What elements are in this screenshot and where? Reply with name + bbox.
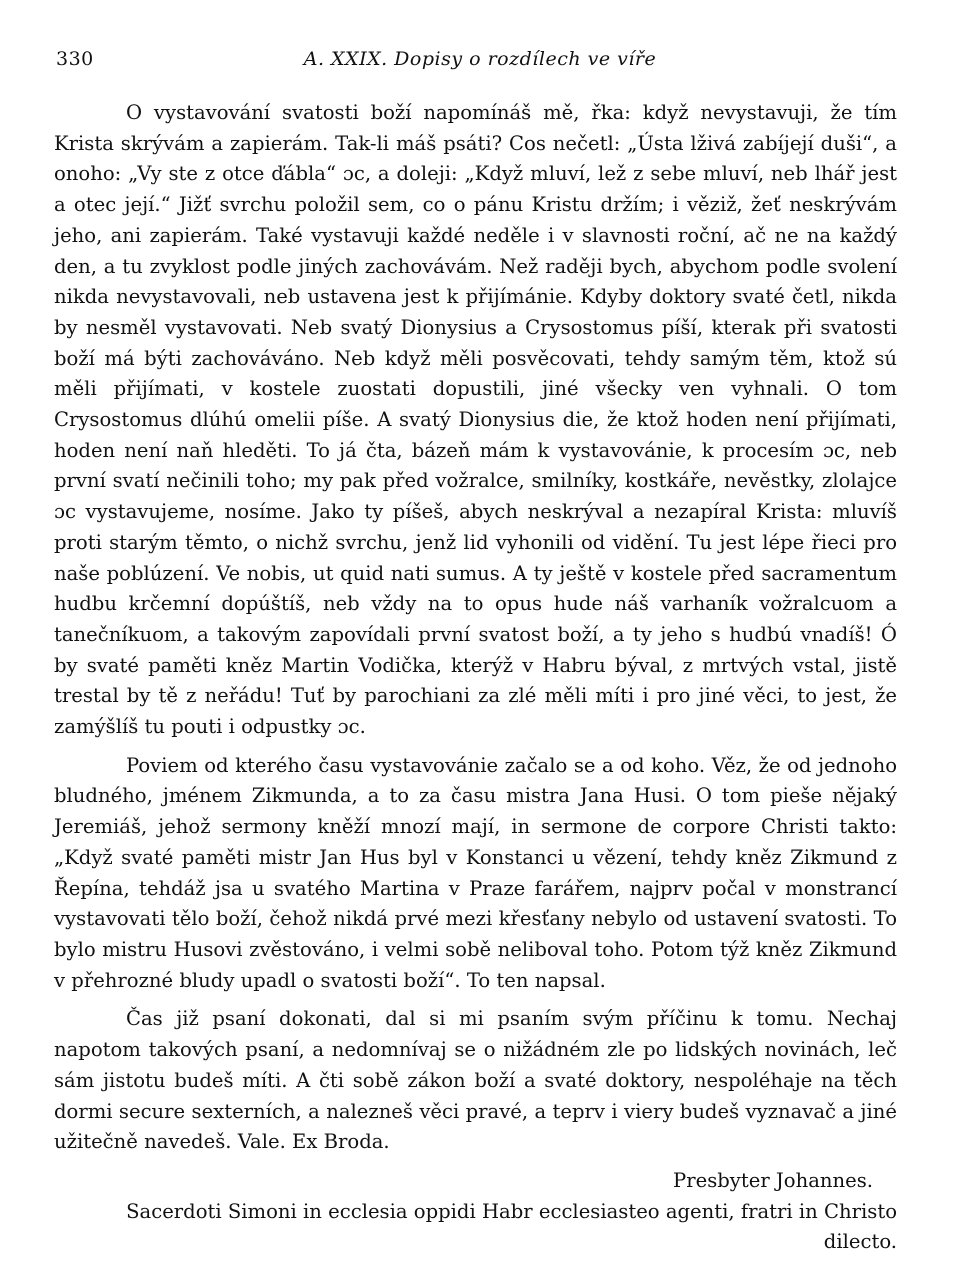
signature: Presbyter Johannes. (673, 1168, 873, 1192)
paragraph-1: O vystavování svatosti boží napomínáš mě, řka: když nevystavuji, že tím Krista skrývám a zapierám. Tak-li máš psáti? Cos nečetl: „Ústa lživá zabíjejí duši“, a onoho: „Vy ste z otce ďábla“ ɔc, a doleji: „Když mluví, lež z sebe mluví, neb lhář jest a otec její.“ Jižť svrchu položil sem, co o pánu Kristu držím; i věziž, žeť neskrývám jeho, ani zapierám. Také vystavuji každé neděle i v slavnosti roční, ač ne na každý den, a tu zvyklost podle jiných zachovávám. Než raději bych, abychom podle svolení nikda nevystavovali, neb ustavena jest k přijímánie. Kdyby doktory svaté četl, nikda by nesměl vystavovati. Neb svatý Dionysius a Crysostomus píší, kterak při svatosti boží má býti zachováváno. Neb když měli posvěcovati, tehdy samým těm, ktož sú měli přijímati, v kostele zuostati dopustili, jiné všecky ven vyhnali. O tom Crysostomus dlúhú omelii píše. A svatý Dionysius die, že ktož hoden není přijímati, hoden není naň hleděti. To já čta, bázeň mám k vystavovánie, k procesím ɔc, neb první svatí nečinili toho; my pak před vožralce, smilníky, kostkáře, nevěstky, zlolajce ɔc vystavujeme, nosíme. Jako ty píšeš, abych neskrýval a nezapíral Krista: mluvíš proti starým těmto, o nichž svrchu, jenž lid vyhonili od vidění. Tu jest lépe řieci pro naše poblúzení. Ve nobis, ut quid nati sumus. A ty ještě v kostele před sacramentum hudbu krčemní dopúštíš, neb vždy na to opus hude náš varhaník vožralcuom a tanečníkuom, a takovým zapovídali první svatost boží, a ty jeho s hudbú vnadíš! Ó by svaté paměti kněz Martin Vodička, kterýž v Habru býval, z mrtvých vstal, jistě trestal by tě z neřádu! Tuť by parochiani za zlé měli míti i pro jiné věci, to jest, že zamýšlíš tu pouti i odpustky ɔc. (54, 101, 897, 739)
paragraph-2: Poviem od kterého času vystavovánie začalo se a od koho. Věz, že od jednoho bludného, jménem Zikmunda, a to za času mistra Jana Husi. O tom pieše nějaký Jeremiáš, jehož sermony kněží mnozí mají, in sermone de corpore Christi takto: „Když svaté paměti mistr Jan Hus byl v Konstanci u vězení, tehdy kněz Zikmund z Řepína, tehdáž jsa u svatého Martina v Praze farářem, najprv počal v monstrancí vystavovati tělo boží, čehož nikdá prvé mezi křesťany nebylo od ustavení svatosti. To bylo mistru Husovi zvěstováno, i velmi sobě neliboval toho. Potom týž kněz Zikmund v přehrozné bludy upadl o svatosti boží“. To ten napsal. (54, 753, 897, 992)
paragraph-3: Čas již psaní dokonati, dal si mi psaním svým příčinu k tomu. Nechaj napotom takových psaní, a nedomnívaj se o nižádném zle po lidských novinách, leč sám jistotu budeš míti. A čti sobě zákon boží a svaté doktory, nespoléhaje na těch dormi secure sexterních, a nalezneš věci pravé, a teprv i viery budeš vyznavač a jiné užitečně navedeš. Vale. Ex Broda. (54, 1007, 897, 1154)
address-line: Sacerdoti Simoni in ecclesia oppidi Habr ecclesiasteo agenti, fratri in Christo dilecto. (126, 1199, 897, 1254)
letter-body (54, 98, 897, 1258)
page-number: 330 (56, 48, 94, 70)
page-header (56, 48, 904, 78)
running-title: A. XXIX. Dopisy o rozdílech ve víře (303, 48, 657, 70)
